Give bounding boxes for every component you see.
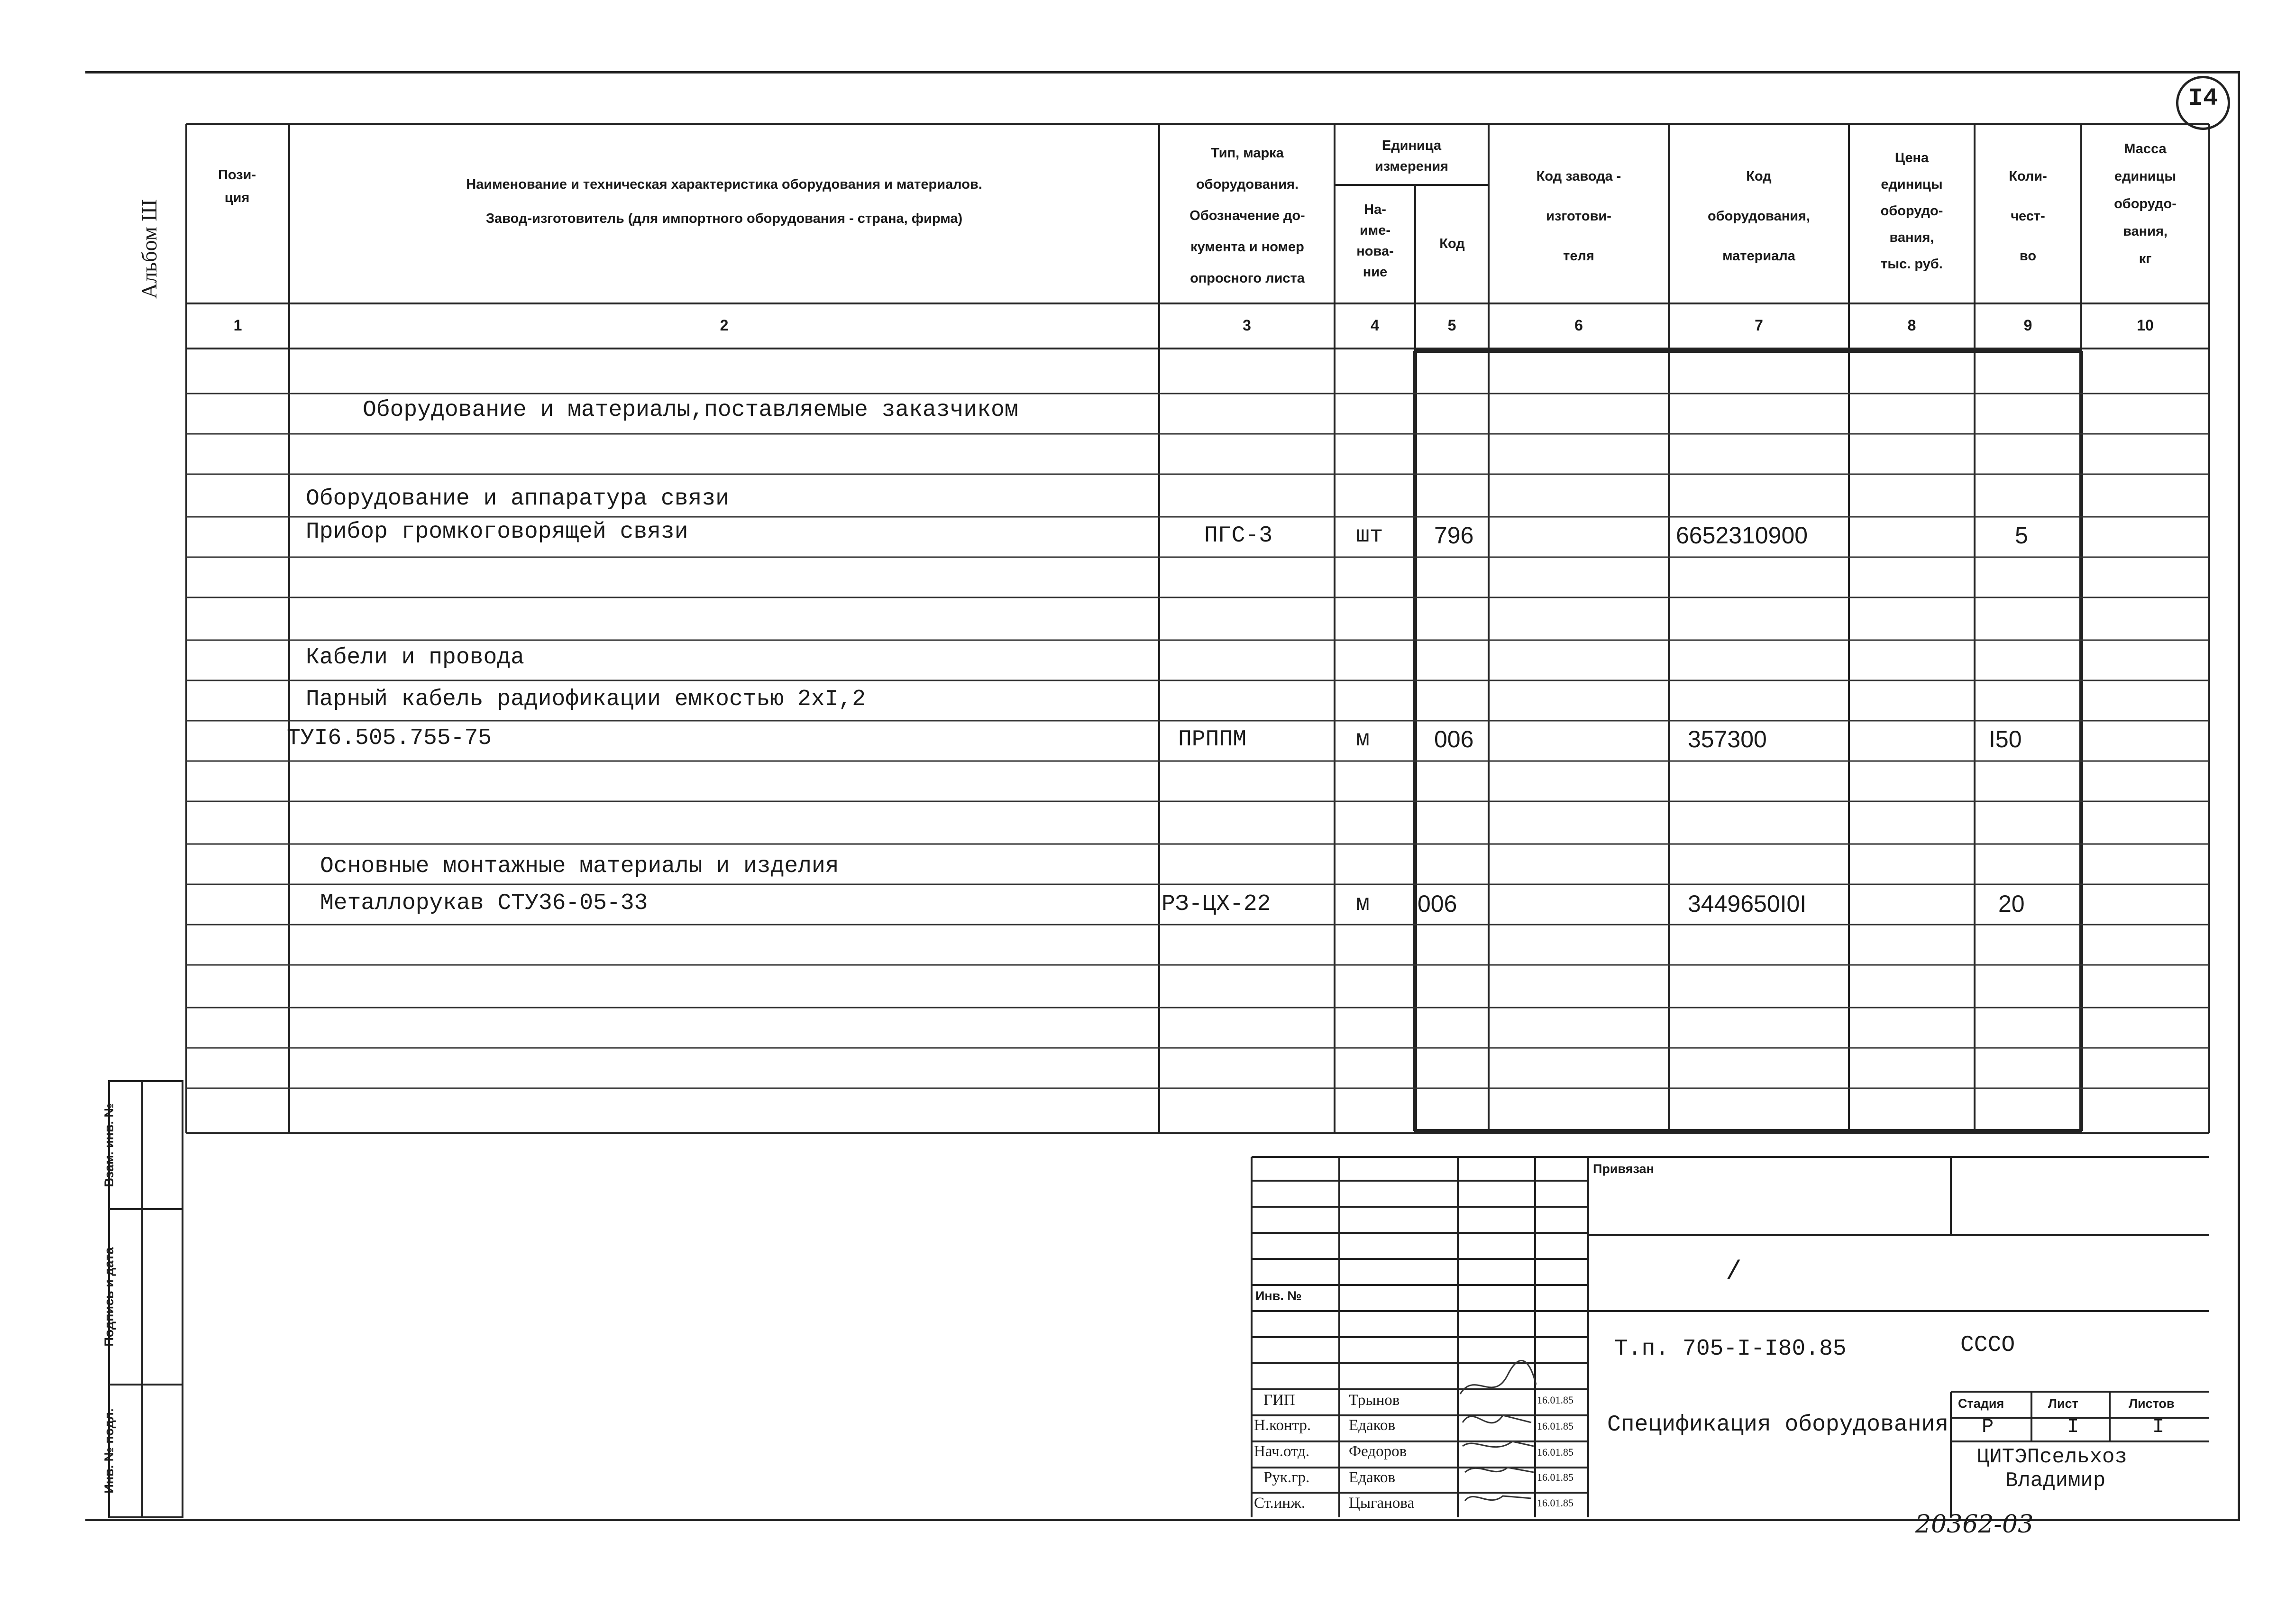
header-type-l5: опросного листа — [1190, 271, 1305, 286]
margin-inv-podl: Инв. № подл. — [102, 1408, 116, 1494]
header-qty-l1: Коли- — [2009, 169, 2047, 184]
header-type-l1: Тип, марка — [1211, 146, 1284, 161]
item-unit-code: 796 — [1434, 522, 1474, 549]
sheet-label: Лист — [2048, 1396, 2078, 1411]
header-price-l2: единицы — [1881, 177, 1943, 192]
header-factory-code — [1491, 156, 1666, 276]
margin-vzam: Взам. инв. № — [102, 1103, 116, 1187]
header-unit-l2: измерения — [1374, 159, 1449, 174]
header-qty-l2: чест- — [2011, 209, 2045, 224]
col-num-3: 3 — [1243, 317, 1251, 334]
doc-number: Т.п. 705-I-I80.85 — [1614, 1336, 1847, 1362]
header-unit-name-l4: ние — [1363, 265, 1388, 280]
item-unit: шт — [1356, 523, 1383, 549]
role: Нач.отд. — [1254, 1443, 1310, 1460]
role: Рук.гр. — [1263, 1469, 1310, 1486]
inv-no-label: Инв. № — [1255, 1289, 1302, 1303]
header-factory-l3: теля — [1563, 248, 1594, 264]
section-heading: Оборудование и аппаратура связи — [306, 486, 729, 512]
header-mass-l5: кг — [2139, 251, 2152, 266]
org-line1: ЦИТЭПсельхоз — [1977, 1445, 2127, 1469]
header-price-l3: оборудо- — [1880, 203, 1943, 219]
item-unit-code: 006 — [1434, 726, 1474, 752]
item-unit: м — [1356, 727, 1370, 752]
header-name — [294, 173, 1154, 230]
margin-podpis: Подпись и дата — [102, 1247, 116, 1347]
section-heading: Кабели и провода — [306, 645, 524, 670]
person-name: Федоров — [1349, 1443, 1407, 1460]
item-type: ПГС-3 — [1204, 523, 1273, 549]
section-heading: Оборудование и материалы,поставляемые заказчиком — [363, 397, 1018, 423]
header-position — [190, 164, 284, 209]
item-code: 6652310900 — [1676, 522, 1808, 549]
col-num-9: 9 — [2023, 317, 2032, 334]
privyazan-label: Привязан — [1593, 1162, 1654, 1176]
header-equip-l1: Код — [1746, 169, 1772, 184]
header-qty-l3: во — [2019, 248, 2037, 264]
sheet-number: I4 — [2188, 84, 2218, 112]
header-unit-name-l3: нова- — [1356, 244, 1394, 259]
person-name: Трынов — [1349, 1392, 1400, 1409]
album-label: Альбом Ш — [137, 199, 161, 299]
stage-label: Стадия — [1958, 1396, 2004, 1411]
role: Н.контр. — [1254, 1417, 1311, 1434]
sign-date: 16.01.85 — [1537, 1420, 1573, 1432]
header-qty — [1977, 156, 2079, 276]
col-num-8: 8 — [1907, 317, 1916, 334]
org-line2: Владимир — [2005, 1469, 2106, 1493]
header-type-l3: Обозначение до- — [1189, 208, 1305, 223]
header-unit-name-l1: На- — [1364, 202, 1386, 217]
doc-title: Спецификация оборудования — [1607, 1412, 1949, 1438]
header-unit-l1: Единица — [1381, 138, 1442, 153]
header-unit-name — [1336, 199, 1414, 283]
person-name: Едаков — [1349, 1469, 1396, 1486]
col-num-2: 2 — [720, 317, 729, 334]
stage-value: Р — [1982, 1415, 1994, 1438]
header-name-l1: Наименование и техническая характеристика оборудования и материалов. — [466, 177, 982, 192]
sheet-value: I — [2067, 1415, 2079, 1438]
col-num-10: 10 — [2137, 317, 2154, 334]
sign-date: 16.01.85 — [1537, 1471, 1573, 1483]
header-equip-l2: оборудования, — [1707, 209, 1811, 224]
sign-date: 16.01.85 — [1537, 1446, 1573, 1458]
person-name: Едаков — [1349, 1417, 1396, 1434]
header-type — [1162, 138, 1333, 294]
header-mass-l1: Масса — [2124, 141, 2167, 156]
header-price-l4: вания, — [1889, 230, 1934, 245]
doc-cccp: СССО — [1960, 1332, 2015, 1358]
col-num-5: 5 — [1447, 317, 1456, 334]
header-type-l2: оборудования. — [1196, 177, 1299, 192]
header-mass-l3: оборудо- — [2114, 196, 2177, 211]
header-factory-l1: Код завода - — [1536, 169, 1621, 184]
header-unit-name-l2: име- — [1359, 223, 1391, 238]
item-qty: 20 — [1998, 890, 2025, 917]
item-unit: м — [1356, 891, 1370, 917]
footer-number: 20362-03 — [1915, 1510, 2034, 1539]
item-type: РЗ-ЦХ-22 — [1162, 891, 1271, 917]
item-qty: 5 — [2015, 522, 2028, 549]
role: Ст.инж. — [1254, 1495, 1306, 1512]
header-mass-l2: единицы — [2114, 169, 2177, 184]
header-name-l2: Завод-изготовитель (для импортного оборудования - страна, фирма) — [485, 211, 963, 226]
header-unit-group — [1335, 135, 1489, 177]
item-code: 3449650I0I — [1688, 890, 1807, 917]
header-price-l5: тыс. руб. — [1881, 257, 1943, 272]
col-num-4: 4 — [1371, 317, 1379, 334]
item-name: Парный кабель радиофикации емкостью 2хI,2 — [306, 687, 866, 712]
header-position-l2: ция — [224, 190, 250, 205]
header-equip-l3: материала — [1722, 248, 1795, 264]
section-heading: Основные монтажные материалы и изделия — [320, 853, 839, 879]
header-mass — [2084, 135, 2207, 273]
header-price — [1851, 145, 1972, 277]
sheets-label: Листов — [2129, 1396, 2175, 1411]
header-mass-l4: вания, — [2123, 224, 2168, 239]
item-name: ТУI6.505.755-75 — [287, 725, 492, 751]
sign-date: 16.01.85 — [1537, 1497, 1573, 1509]
header-equip-code — [1671, 156, 1847, 276]
header-unit-code: Код — [1439, 236, 1465, 251]
item-type: ПРППМ — [1178, 727, 1247, 752]
sign-date: 16.01.85 — [1537, 1394, 1573, 1406]
item-qty: I50 — [1989, 726, 2022, 752]
header-position-l1: Пози- — [218, 167, 256, 183]
item-unit-code: 006 — [1418, 890, 1457, 917]
header-price-l1: Цена — [1894, 150, 1929, 165]
sheets-value: I — [2152, 1415, 2165, 1438]
slash-mark: / — [1726, 1257, 1742, 1287]
item-name: Прибор громкоговорящей связи — [306, 519, 688, 545]
person-name: Цыганова — [1349, 1495, 1415, 1512]
header-type-l4: кумента и номер — [1190, 239, 1304, 255]
item-name: Металлорукав СТУ36-05-33 — [320, 890, 648, 916]
col-num-6: 6 — [1574, 317, 1583, 334]
header-factory-l2: изготови- — [1546, 209, 1611, 224]
col-num-7: 7 — [1755, 317, 1763, 334]
item-code: 357300 — [1688, 726, 1767, 752]
role: ГИП — [1263, 1392, 1295, 1409]
col-num-1: 1 — [233, 317, 242, 334]
